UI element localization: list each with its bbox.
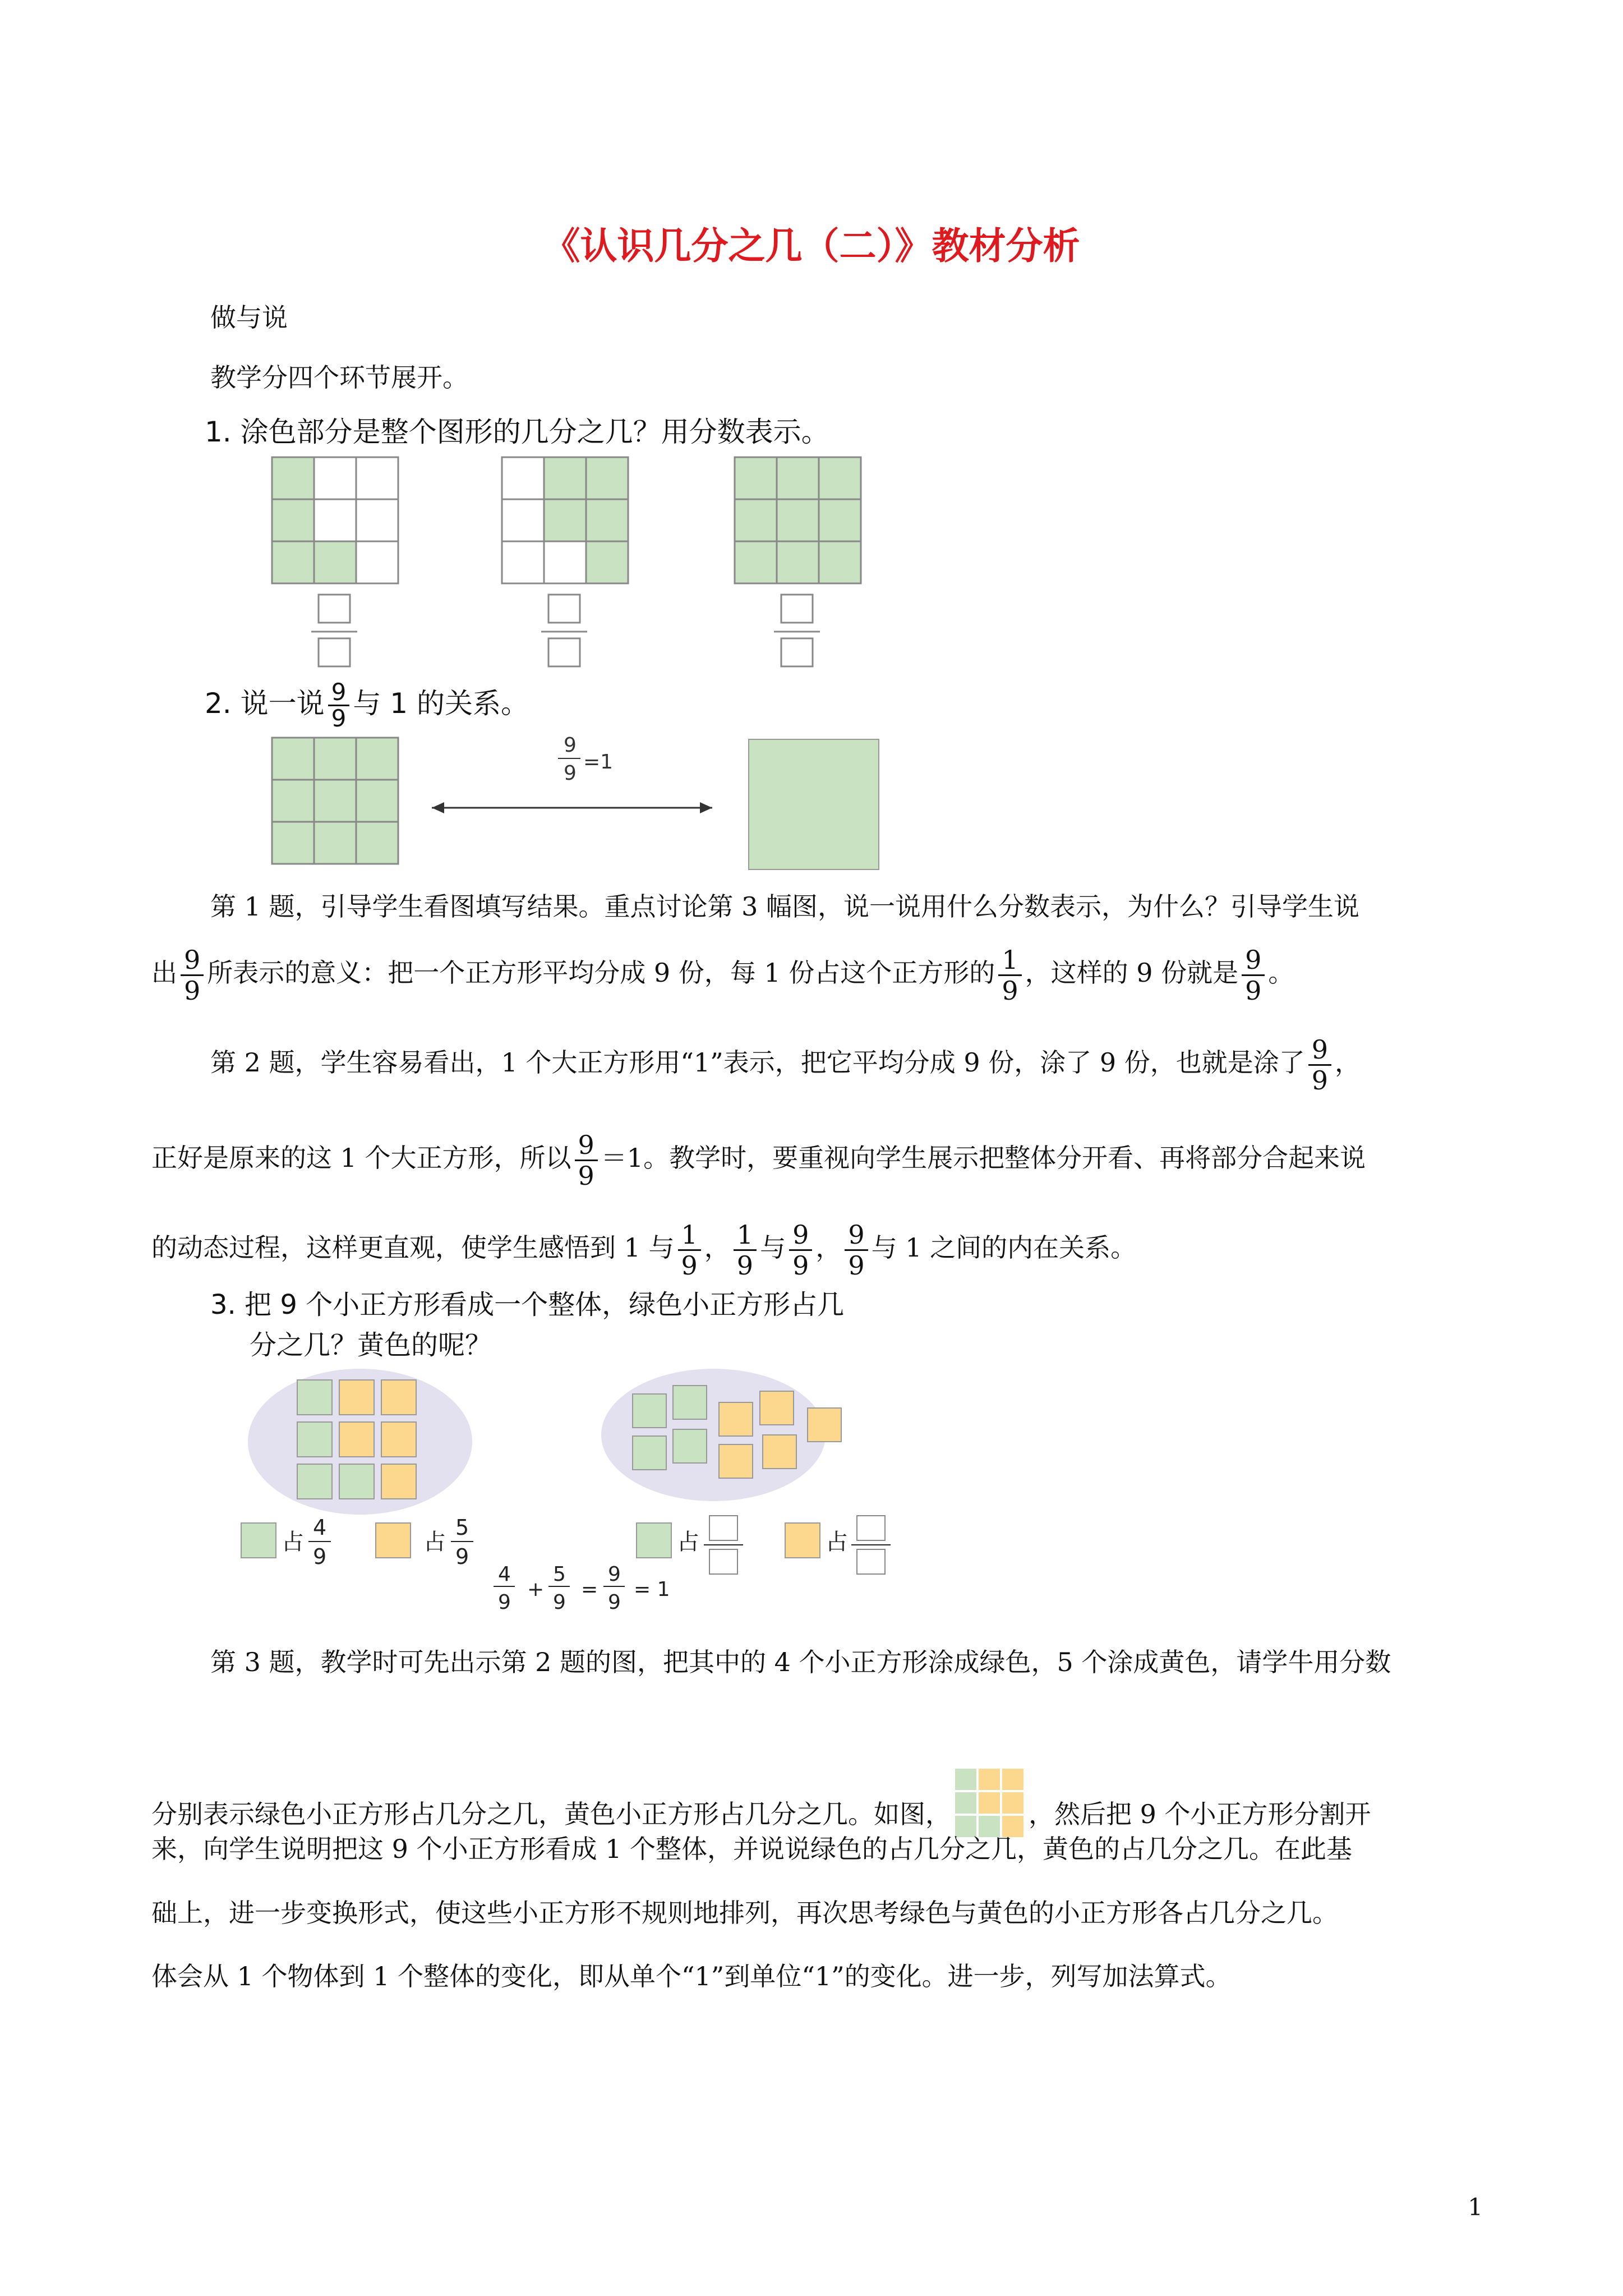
- para3-line5: 体会从 1 个物体到 1 个整体的变化，即从单个“1”到单位“1”的变化。进一步，列写加法算式。: [151, 1961, 1232, 1991]
- grid-3: [735, 457, 861, 583]
- q3-prompt-line2: 分之几？黄色的呢？: [250, 1329, 492, 1361]
- svg-text:占: 占: [826, 1529, 848, 1555]
- para3-line2: 分别表示绿色小正方形占几分之几，黄色小正方形占几分之几。如图， ，然后把 9 个小正方形分割开: [151, 1767, 1371, 1840]
- fraction-nine-ninths: $\frac{9}{9}$: [328, 680, 350, 731]
- para3-line3: 来，向学生说明把这 9 个小正方形看成 1 个整体，并说说绿色的占几分之几，黄色的占几分之几。在此基: [151, 1834, 1353, 1864]
- svg-text:9: 9: [553, 1591, 566, 1614]
- eq-den: 9: [564, 762, 577, 785]
- yellow-label: 占: [423, 1529, 446, 1555]
- q1-prompt: 1. 涂色部分是整个图形的几分之几？用分数表示。: [205, 416, 829, 448]
- para2-line2: 正好是原来的这 1 个大正方形，所以 $\frac{9}{9}$ ＝1。教学时，要重视向学生展示把整体分开看、再将部分合起来说: [151, 1129, 1366, 1191]
- svg-text:9: 9: [498, 1591, 511, 1614]
- svg-text:5: 5: [455, 1515, 469, 1540]
- svg-text:9: 9: [455, 1544, 469, 1569]
- para1-line1: 第 1 题，引导学生看图填写结果。重点讨论第 3 幅图，说一说用什么分数表示，为什么？引导学生说: [210, 891, 1360, 922]
- grid-1: [272, 457, 398, 583]
- mini-grid-icon: [953, 1767, 1026, 1840]
- q3-figure: [230, 1369, 903, 1616]
- para3-line4: 础上，进一步变换形式，使这些小正方形不规则地排列，再次思考绿色与黄色的小正方形各占几分之几。: [151, 1898, 1338, 1928]
- svg-text:+: +: [527, 1578, 545, 1601]
- q1-figure: [269, 454, 914, 668]
- q3-prompt-line1: 3. 把 9 个小正方形看成一个整体，绿色小正方形占几: [210, 1289, 845, 1320]
- svg-text:= 1: = 1: [634, 1578, 670, 1601]
- svg-text:4: 4: [313, 1515, 327, 1540]
- q2-prompt: 2. 说一说 $\frac{9}{9}$ 与 1 的关系。: [205, 678, 529, 732]
- para2-line1: 第 2 题，学生容易看出，1 个大正方形用“1”表示，把它平均分成 9 份，涂了 9 份，也就是涂了 $\frac{9}{9}$ ，: [210, 1034, 1361, 1096]
- page-number: 1: [1468, 2193, 1483, 2221]
- para1-line2: 出 $\frac{9}{9}$ 所表示的意义：把一个正方形平均分成 9 份，每 1 份占这个正方形的 $\frac{1}{9}$ ，这样的 9 份就是 $\frac{9}{9}$ 。: [151, 944, 1294, 1006]
- grid-2: [502, 457, 628, 583]
- svg-text:5: 5: [553, 1563, 566, 1586]
- svg-text:9: 9: [608, 1563, 621, 1586]
- ordered-squares: [297, 1380, 416, 1499]
- para2-line3: 的动态过程，这样更直观，使学生感悟到 1 与 $\frac{1}{9}$ ， $\frac{1}{9}$ 与 $\frac{9}{9}$ ， $\frac{9}{9}$ 与 1 之间的内在关系。: [151, 1219, 1137, 1281]
- section-heading: 做与说: [210, 302, 288, 333]
- para3-line1: 第 3 题，教学时可先出示第 2 题的图，把其中的 4 个小正方形涂成绿色，5 个涂成黄色，请学牛用分数: [210, 1647, 1391, 1677]
- svg-text:9: 9: [608, 1591, 621, 1614]
- eq-num: 9: [564, 735, 577, 757]
- eq-rest: =1: [583, 751, 614, 774]
- green-label: 占: [282, 1529, 304, 1555]
- svg-text:4: 4: [498, 1563, 511, 1586]
- q2-figure: [269, 735, 914, 875]
- big-square: [749, 739, 879, 869]
- blank-fraction-boxes: [311, 595, 820, 666]
- page-title: 《认识几分之几（二）》教材分析: [543, 224, 1080, 268]
- svg-text:9: 9: [313, 1544, 327, 1569]
- svg-text:占: 占: [677, 1529, 699, 1555]
- intro-text: 教学分四个环节展开。: [210, 362, 468, 393]
- svg-text:=: =: [581, 1578, 598, 1601]
